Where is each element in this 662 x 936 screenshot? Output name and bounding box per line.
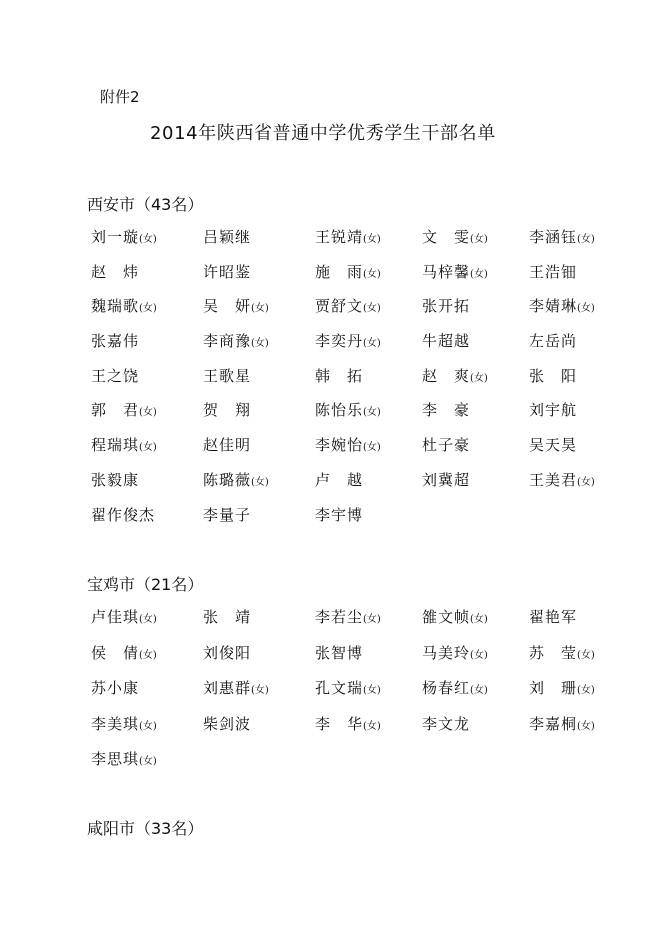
student-name: 左岳尚 <box>529 332 578 351</box>
female-mark: (女) <box>577 476 595 488</box>
female-mark: (女) <box>139 234 157 245</box>
student-entry <box>315 469 422 504</box>
student-name: 王歌星 <box>203 366 252 385</box>
female-mark: (女) <box>139 720 157 732</box>
student-entry <box>203 434 315 469</box>
student-entry <box>315 434 422 469</box>
student-name: 张开拓 <box>422 297 471 316</box>
student-entry <box>91 365 203 400</box>
student-name: 贺 翔 <box>203 401 252 420</box>
female-mark: (女) <box>139 303 157 315</box>
student-name: 李量子 <box>203 505 252 524</box>
student-name: 刘冀超 <box>422 470 471 489</box>
student-name: 张嘉伟 <box>91 332 140 351</box>
student-name: 吴 妍 <box>203 297 252 316</box>
female-mark: (女) <box>577 234 595 245</box>
student-name: 许昭鉴 <box>203 262 252 281</box>
student-entry <box>91 330 203 365</box>
student-entry <box>203 330 315 365</box>
student-list-baoji <box>91 606 631 784</box>
student-entry <box>422 399 529 434</box>
female-mark: (女) <box>363 234 381 245</box>
student-entry <box>529 399 631 434</box>
student-entry <box>203 399 315 434</box>
student-name: 李婉怡 <box>315 436 364 455</box>
student-name: 文 雯 <box>422 228 471 246</box>
student-name: 刘俊阳 <box>203 643 252 662</box>
student-entry <box>315 504 422 539</box>
student-name: 韩 拓 <box>315 366 364 385</box>
student-name: 刘一璇 <box>91 228 140 246</box>
female-mark: (女) <box>251 685 269 696</box>
student-name: 王锐靖 <box>315 228 364 246</box>
student-entry <box>422 330 529 365</box>
student-entry <box>529 469 631 504</box>
student-name: 牛超越 <box>422 332 471 351</box>
student-name: 李奕丹 <box>315 332 364 351</box>
student-entry <box>203 365 315 400</box>
student-name: 马梓馨 <box>422 262 471 281</box>
student-name: 李 华 <box>315 714 364 733</box>
student-name: 杨春红 <box>422 679 471 697</box>
student-entry <box>422 642 529 678</box>
document-title: 2014年陕西省普通中学优秀学生干部名单 <box>150 123 496 144</box>
student-entry <box>91 642 203 678</box>
student-entry <box>529 261 631 296</box>
student-name: 张 靖 <box>203 608 252 626</box>
female-mark: (女) <box>470 649 488 661</box>
student-entry <box>91 748 203 784</box>
student-name: 翟作俊杰 <box>91 505 156 524</box>
student-entry <box>315 295 422 330</box>
student-entry <box>529 330 631 365</box>
student-name: 赵 爽 <box>422 366 471 385</box>
student-name: 雒文帧 <box>422 608 471 626</box>
female-mark: (女) <box>577 649 595 661</box>
student-name: 孔文瑞 <box>315 679 364 697</box>
female-mark: (女) <box>470 685 488 696</box>
student-entry <box>203 226 315 261</box>
student-name: 李嘉桐 <box>529 714 578 733</box>
student-name: 赵佳明 <box>203 436 252 455</box>
student-name: 李若尘 <box>315 608 364 626</box>
student-entry <box>91 504 203 539</box>
female-mark: (女) <box>363 720 381 732</box>
student-entry <box>315 365 422 400</box>
female-mark: (女) <box>251 303 269 315</box>
student-entry <box>315 330 422 365</box>
student-entry <box>529 677 631 713</box>
student-entry <box>422 469 529 504</box>
student-entry <box>91 434 203 469</box>
female-mark: (女) <box>363 442 381 454</box>
female-mark: (女) <box>577 720 595 732</box>
student-entry <box>315 226 422 261</box>
student-name: 卢 越 <box>315 470 364 489</box>
student-name: 刘惠群 <box>203 679 252 697</box>
female-mark: (女) <box>139 442 157 454</box>
student-entry <box>315 261 422 296</box>
student-entry <box>529 606 631 642</box>
student-entry <box>91 226 203 261</box>
student-entry <box>203 642 315 678</box>
student-name: 王浩钿 <box>529 262 578 281</box>
student-name: 李商豫 <box>203 332 252 351</box>
student-entry <box>91 261 203 296</box>
female-mark: (女) <box>470 372 488 384</box>
student-name: 吴天昊 <box>529 436 578 455</box>
student-entry <box>422 434 529 469</box>
student-name: 吕颖继 <box>203 228 252 246</box>
student-entry <box>422 606 529 642</box>
student-name: 李美琪 <box>91 714 140 733</box>
female-mark: (女) <box>363 338 381 350</box>
female-mark: (女) <box>577 303 595 315</box>
female-mark: (女) <box>139 614 157 625</box>
student-name: 郭 君 <box>91 401 140 420</box>
section-heading-baoji: 宝鸡市（21名） <box>87 575 204 594</box>
student-name: 李文龙 <box>422 714 471 733</box>
student-name: 李 豪 <box>422 401 471 420</box>
student-entry <box>91 713 203 749</box>
student-name: 苏 莹 <box>529 643 578 662</box>
student-name: 李涵钰 <box>529 228 578 246</box>
student-entry <box>203 295 315 330</box>
female-mark: (女) <box>139 649 157 661</box>
student-name: 卢佳琪 <box>91 608 140 626</box>
female-mark: (女) <box>363 268 381 280</box>
female-mark: (女) <box>470 234 488 245</box>
student-name: 李思琪 <box>91 750 140 768</box>
student-entry <box>529 226 631 261</box>
student-entry <box>203 469 315 504</box>
student-name: 王之饶 <box>91 366 140 385</box>
student-entry <box>91 606 203 642</box>
female-mark: (女) <box>139 407 157 419</box>
student-entry <box>91 677 203 713</box>
student-entry <box>422 677 529 713</box>
student-entry <box>529 434 631 469</box>
student-name: 杜子豪 <box>422 436 471 455</box>
student-name: 赵 炜 <box>91 262 140 281</box>
student-name: 施 雨 <box>315 262 364 281</box>
student-name: 张 阳 <box>529 366 578 385</box>
student-entry <box>203 504 315 539</box>
student-entry <box>422 295 529 330</box>
student-entry <box>422 226 529 261</box>
student-name: 刘宇航 <box>529 401 578 420</box>
attachment-label: 附件2 <box>100 88 140 106</box>
student-entry <box>91 469 203 504</box>
student-entry <box>203 713 315 749</box>
female-mark: (女) <box>251 476 269 488</box>
student-list-xian <box>91 226 631 538</box>
student-name: 马美玲 <box>422 643 471 662</box>
student-entry <box>315 399 422 434</box>
female-mark: (女) <box>139 756 157 767</box>
student-name: 王美君 <box>529 470 578 489</box>
student-entry <box>91 399 203 434</box>
section-heading-xianyang: 咸阳市（33名） <box>87 819 204 838</box>
student-entry <box>422 713 529 749</box>
student-entry <box>315 677 422 713</box>
student-entry <box>315 642 422 678</box>
female-mark: (女) <box>363 407 381 419</box>
female-mark: (女) <box>363 685 381 696</box>
student-name: 张智博 <box>315 643 364 662</box>
student-entry <box>203 606 315 642</box>
student-entry <box>203 261 315 296</box>
student-name: 张毅康 <box>91 470 140 489</box>
student-entry <box>529 295 631 330</box>
female-mark: (女) <box>251 338 269 350</box>
student-entry <box>529 642 631 678</box>
student-name: 侯 倩 <box>91 643 140 662</box>
section-heading-xian: 西安市（43名） <box>87 195 204 214</box>
student-entry <box>422 365 529 400</box>
student-entry <box>422 261 529 296</box>
student-name: 程瑞琪 <box>91 436 140 455</box>
female-mark: (女) <box>363 303 381 315</box>
student-entry <box>529 365 631 400</box>
student-name: 李宇博 <box>315 505 364 524</box>
student-name: 翟艳军 <box>529 608 578 626</box>
student-entry <box>91 295 203 330</box>
student-entry <box>529 713 631 749</box>
student-name: 刘 珊 <box>529 679 578 697</box>
female-mark: (女) <box>363 614 381 625</box>
female-mark: (女) <box>577 685 595 696</box>
student-name: 陈怡乐 <box>315 401 364 420</box>
student-name: 陈璐薇 <box>203 470 252 489</box>
student-entry <box>203 677 315 713</box>
female-mark: (女) <box>470 268 488 280</box>
female-mark: (女) <box>470 614 488 625</box>
student-name: 苏小康 <box>91 679 140 697</box>
student-name: 柴剑波 <box>203 714 252 733</box>
student-name: 李婧琳 <box>529 297 578 316</box>
student-entry <box>315 713 422 749</box>
student-name: 贾舒文 <box>315 297 364 316</box>
student-entry <box>315 606 422 642</box>
student-name: 魏瑞歌 <box>91 297 140 316</box>
